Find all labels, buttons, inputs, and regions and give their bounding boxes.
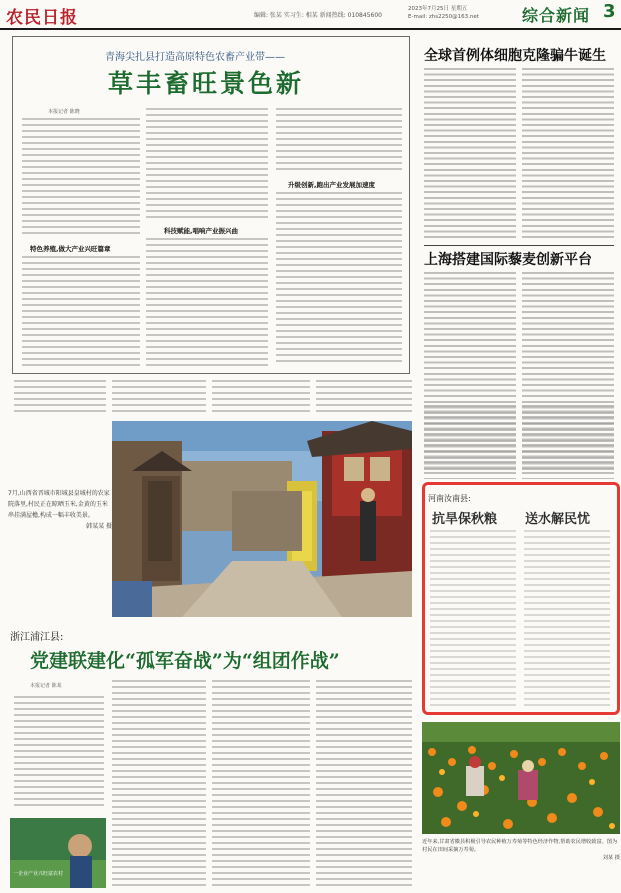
- story1-kicker: 青海尖扎县打造高原特色农畜产业带——: [105, 52, 285, 63]
- story1-continued-text: [212, 380, 310, 414]
- issue-date: 2023年7月25日 星期五: [408, 6, 468, 12]
- photo-credit: 韩某某 摄: [86, 523, 112, 530]
- story1-continued-text: [112, 380, 206, 414]
- village-courtyard-illustration: [112, 421, 412, 617]
- contact-email: E-mail: zhs2250@163.net: [408, 14, 479, 20]
- story1-continued-text: [316, 380, 412, 414]
- story1-continued-text: [14, 380, 106, 412]
- highlight-kicker: 河南汝南县:: [428, 494, 471, 503]
- story1-text-col3: [276, 108, 402, 174]
- story2-headline: 全球首例体细胞克隆骗牛诞生: [424, 48, 606, 64]
- story1-subhead-3: 升级创新,跑出产业发展加速度: [288, 181, 375, 189]
- highlight-text-col1: [430, 530, 516, 708]
- story1-text-col1: [22, 118, 140, 236]
- masthead: [0, 0, 621, 30]
- bottom-photo-credit: 刘某 摄: [602, 855, 620, 861]
- divider: [424, 245, 614, 246]
- story4-kicker: 浙江浦江县:: [10, 632, 64, 643]
- story4-text-col1: [14, 696, 104, 806]
- bottom-photo-caption: [422, 838, 620, 888]
- photo-caption: [8, 488, 112, 588]
- story3-continued-text: [422, 405, 620, 479]
- story2-text-col1: [424, 68, 516, 240]
- story1-text-col2b: [146, 238, 268, 366]
- highlight-text-col2: [524, 530, 610, 708]
- story3-headline: 上海搭建国际藜麦创新平台: [424, 252, 592, 268]
- story4-byline: 本报记者 陈某: [30, 683, 62, 689]
- story1-text-col3b: [276, 192, 402, 366]
- story1-text-col2: [146, 108, 268, 220]
- photo-caption-text: 7月,山西省晋城市阳城县皇城村的农家院落里,村民正在晾晒玉米,金黄的玉米串挂满屋檐,构成一幅丰收美景。: [8, 490, 110, 519]
- newspaper-logo: 农民日报: [6, 8, 78, 28]
- section-title: 综合新闻: [522, 6, 591, 25]
- editor-info: 编辑: 张某 实习生: 相某 新闻热线: 010845600: [254, 12, 382, 19]
- story4-text-col4: [316, 680, 412, 886]
- story2-text-col2: [522, 68, 614, 240]
- story4-text-col2: [112, 680, 206, 886]
- highlight-headline-right: 送水解民忧: [525, 512, 591, 527]
- ad-illustration: [10, 818, 106, 888]
- marigold-field-photo: [422, 722, 620, 834]
- marigold-field-illustration: [422, 722, 620, 834]
- story4-text-col3: [212, 680, 310, 886]
- bottom-photo-caption-text: 近年来,甘肃省徽县积极引导农民种植万寿菊等特色经济作物,帮助农民增收致富。图为村民在田间采摘万寿菊。: [422, 839, 618, 853]
- ad-text: 一企业产业兴旺富农村: [13, 871, 64, 877]
- page-number: 3: [603, 1, 616, 22]
- story1-headline: 草丰畜旺景色新: [108, 69, 305, 98]
- story1-byline: 本报记者 陈晓: [48, 109, 80, 115]
- highlight-headline-left: 抗旱保秋粮: [432, 512, 498, 527]
- story1-text-col1b: [22, 256, 140, 366]
- story1-subhead-2: 科技赋能,唱响产业振兴曲: [164, 227, 238, 235]
- advertisement-banner: [10, 818, 106, 888]
- story1-subhead-1: 特色养殖,做大产业兴旺篇章: [30, 245, 111, 253]
- village-courtyard-photo: [112, 421, 412, 617]
- story4-headline: 党建联建化“孤军奋战”为“组团作战”: [30, 650, 340, 672]
